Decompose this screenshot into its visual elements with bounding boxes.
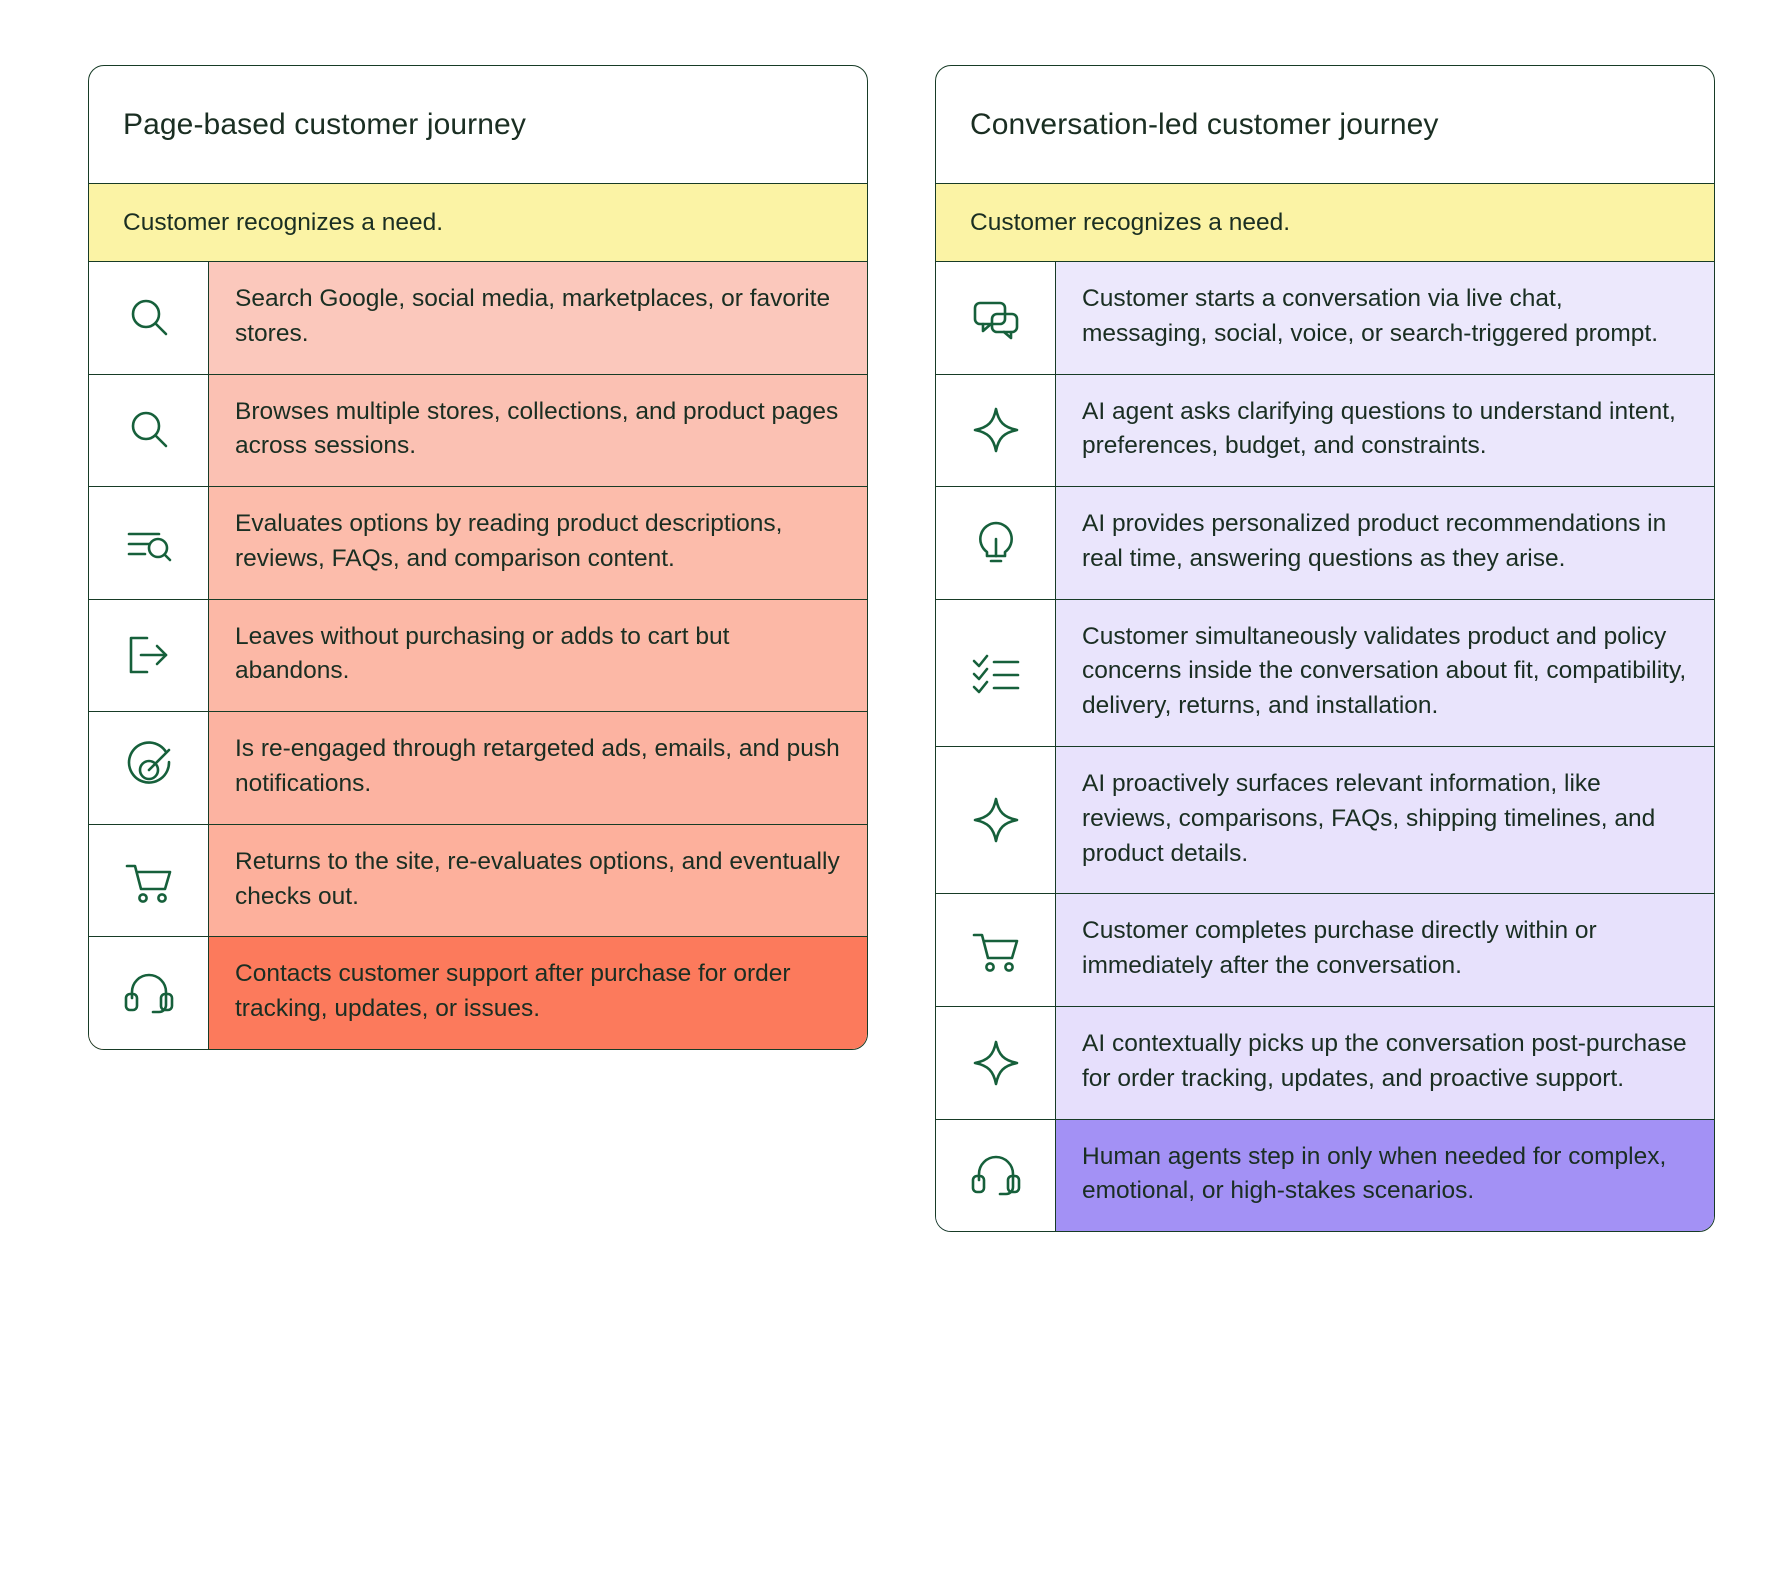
journey-step-text: Contacts customer support after purchase for order tracking, updates, or issues.: [235, 960, 791, 1023]
headset-icon: [89, 937, 209, 1049]
journey-step-text: Human agents step in only when needed for complex, emotional, or high-stakes scenarios.: [1082, 1142, 1667, 1205]
sparkle-icon: [936, 375, 1056, 487]
journey-step-row: [936, 1120, 1714, 1232]
journey-step-row: [89, 600, 867, 713]
panel-page-based: [88, 65, 868, 1050]
sparkle-icon: [936, 747, 1056, 893]
journey-step-row: [936, 600, 1714, 747]
panel-conversation-led: [935, 65, 1715, 1232]
journey-step-row: [936, 262, 1714, 375]
journey-step-row: [936, 747, 1714, 894]
journey-step-row: [89, 375, 867, 488]
journey-step-text: AI provides personalized product recommendations in real time, answering questions as they arise.: [1082, 510, 1667, 572]
rows-conversation-led: [936, 262, 1714, 1231]
journey-step-text: AI proactively surfaces relevant information, like reviews, comparisons, FAQs, shipping timelines, and product details.: [1082, 770, 1656, 867]
journey-step-text: Browses multiple stores, collections, and product pages across sessions.: [235, 397, 839, 460]
need-row-page-based: Customer recognizes a need.: [89, 184, 867, 262]
panel-title-page-based: Page-based customer journey: [89, 66, 867, 184]
need-row-conversation-led: Customer recognizes a need.: [936, 184, 1714, 262]
target-icon: [89, 712, 209, 824]
journey-step-text: Evaluates options by reading product descriptions, reviews, FAQs, and comparison content.: [235, 510, 783, 572]
journey-step-text: AI contextually picks up the conversation post-purchase for order tracking, updates, and proactive support.: [1082, 1029, 1687, 1092]
journey-step-text: Is re-engaged through retargeted ads, emails, and push notifications.: [235, 735, 840, 798]
journey-step-row: [936, 1007, 1714, 1120]
panel-title-conversation-led: Conversation-led customer journey: [936, 66, 1714, 184]
journey-step-row: [936, 487, 1714, 600]
sparkle-icon: [936, 1007, 1056, 1119]
journey-step-row: [936, 375, 1714, 488]
lightbulb-icon: [936, 487, 1056, 599]
journey-step-row: [89, 937, 867, 1049]
search-icon: [89, 375, 209, 487]
journey-step-row: [89, 712, 867, 825]
headset-icon: [936, 1120, 1056, 1232]
cart-icon: [936, 894, 1056, 1006]
journey-step-text: Customer starts a conversation via live chat, messaging, social, voice, or search-triggered prompt.: [1082, 285, 1659, 347]
journey-step-text: AI agent asks clarifying questions to understand intent, preferences, budget, and constraints.: [1082, 397, 1676, 460]
cart-icon: [89, 825, 209, 937]
journey-step-row: [936, 894, 1714, 1007]
journey-step-text: Customer simultaneously validates product and policy concerns inside the conversation about fit, compatibility, delivery, returns, and installation.: [1082, 622, 1687, 720]
document-search-icon: [89, 487, 209, 599]
exit-icon: [89, 600, 209, 712]
chat-bubbles-icon: [936, 262, 1056, 374]
journey-step-text: Search Google, social media, marketplaces, or favorite stores.: [235, 285, 831, 347]
journey-step-text: Leaves without purchasing or adds to cart but abandons.: [235, 622, 730, 685]
journey-step-text: Customer completes purchase directly within or immediately after the conversation.: [1082, 917, 1597, 980]
journey-step-text: Returns to the site, re-evaluates options, and eventually checks out.: [235, 847, 840, 910]
checklist-icon: [936, 600, 1056, 746]
journey-step-row: [89, 262, 867, 375]
search-icon: [89, 262, 209, 374]
rows-page-based: [89, 262, 867, 1049]
journey-step-row: [89, 825, 867, 938]
journey-step-row: [89, 487, 867, 600]
